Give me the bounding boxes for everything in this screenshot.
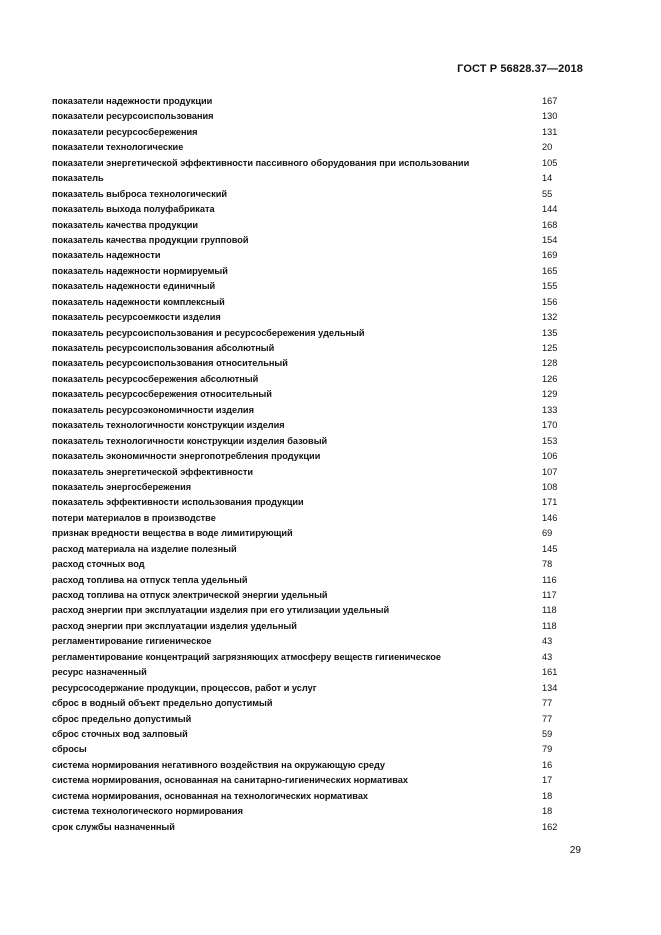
entry-term: система нормирования, основанная на технологических нормативах [52, 790, 369, 801]
entry-page-number: 16 [542, 759, 553, 770]
entry-term: показатель технологичности конструкции изделия базовый [52, 435, 328, 446]
entry-term: показатель выброса технологический [52, 188, 227, 199]
index-entry [52, 279, 592, 294]
entry-page-number: 20 [542, 142, 553, 153]
entry-term: показатель выхода полуфабриката [52, 204, 215, 215]
index-entry [52, 511, 592, 526]
entry-page-number: 117 [542, 590, 557, 600]
index-entry [52, 603, 592, 618]
index-entry [52, 526, 592, 541]
entry-term: показатели надежности продукции [52, 96, 213, 106]
index-entry [52, 341, 592, 356]
entry-term: ресурсосодержание продукции, процессов, работ и услуг [52, 682, 317, 693]
entry-term: расход сточных вод [52, 559, 145, 570]
index-entry [52, 264, 592, 279]
entry-page-number: 118 [542, 620, 557, 631]
entry-page-number: 129 [542, 389, 558, 400]
index-entry [52, 449, 592, 464]
entry-term: регламентирование концентраций загрязняющих атмосферу веществ гигиеническое [52, 651, 442, 662]
entry-page-number: 77 [542, 713, 553, 724]
entry-page-number: 17 [542, 775, 553, 786]
entry-page-number: 69 [542, 528, 553, 539]
entry-term: показатель ресурсоиспользования абсолютный [52, 343, 275, 353]
index-entry [52, 418, 592, 433]
index-entry [52, 248, 592, 263]
entry-term: срок службы назначенный [52, 821, 175, 832]
entry-term: показатель надежности нормируемый [52, 265, 228, 276]
term-index-list [52, 94, 592, 835]
entry-page-number: 78 [542, 559, 553, 570]
index-entry [52, 109, 592, 124]
entry-term: признак вредности вещества в воде лимитирующий [52, 528, 293, 539]
entry-page-number: 14 [542, 173, 553, 184]
index-entry [52, 573, 592, 588]
entry-page-number: 59 [542, 728, 553, 739]
entry-term: показатель эффективности использования продукции [52, 497, 304, 508]
index-entry [52, 758, 592, 773]
entry-page-number: 128 [542, 358, 558, 369]
page-number: 29 [569, 845, 581, 856]
entry-page-number: 130 [542, 111, 558, 122]
index-entry [52, 156, 592, 171]
entry-page-number: 18 [542, 806, 553, 817]
entry-page-number: 55 [542, 188, 553, 199]
entry-page-number: 107 [542, 466, 558, 477]
entry-term: показатель надежности единичный [52, 281, 216, 292]
entry-page-number: 18 [542, 790, 553, 801]
entry-page-number: 132 [542, 312, 558, 323]
entry-term: сброс предельно допустимый [52, 713, 192, 724]
index-entry [52, 681, 592, 696]
index-entry [52, 650, 592, 665]
entry-term: регламентирование гигиеническое [52, 636, 212, 647]
entry-term: сброс сточных вод залповый [52, 728, 188, 739]
entry-term: расход топлива на отпуск электрической энергии удельный [52, 590, 328, 600]
entry-page-number: 156 [542, 296, 558, 307]
entry-term: показатели энергетической эффективности пассивного оборудования при использовании [52, 157, 470, 168]
entry-term: показатель ресурсоиспользования относительный [52, 358, 288, 369]
entry-term: показатель ресурсоемкости изделия [52, 312, 221, 323]
entry-term: показатель энергосбережения [52, 481, 192, 492]
entry-term: расход топлива на отпуск тепла удельный [52, 574, 248, 585]
index-entry [52, 712, 592, 727]
index-entry [52, 140, 592, 155]
entry-page-number: 171 [542, 497, 558, 508]
entry-page-number: 116 [542, 574, 557, 585]
entry-term: потери материалов в производстве [52, 512, 216, 523]
entry-page-number: 169 [542, 250, 558, 261]
index-entry [52, 742, 592, 757]
index-entry [52, 619, 592, 634]
entry-page-number: 131 [542, 126, 558, 137]
entry-page-number: 170 [542, 420, 558, 431]
entry-term: показатель надежности комплексный [52, 296, 225, 307]
entry-term: показатель экономичности энергопотребления продукции [52, 451, 321, 462]
entry-term: показатель технологичности конструкции изделия [52, 420, 285, 431]
index-entry [52, 634, 592, 649]
entry-page-number: 106 [542, 451, 558, 462]
entry-term: показатель надежности [52, 250, 161, 261]
entry-term: показатель ресурсосбережения абсолютный [52, 373, 259, 384]
entry-term: сбросы [52, 744, 87, 755]
entry-page-number: 125 [542, 343, 558, 353]
index-entry [52, 171, 592, 186]
index-entry [52, 94, 592, 109]
entry-term: расход энергии при эксплуатации изделия удельный [52, 620, 297, 631]
entry-term: сброс в водный объект предельно допустимый [52, 698, 273, 709]
entry-page-number: 126 [542, 373, 558, 384]
index-entry [52, 202, 592, 217]
entry-term: система нормирования негативного воздействия на окружающую среду [52, 759, 386, 770]
entry-term: показатель ресурсосбережения относительный [52, 389, 272, 400]
index-entry [52, 218, 592, 233]
entry-term: показатель качества продукции групповой [52, 234, 249, 245]
entry-page-number: 108 [542, 481, 558, 492]
entry-page-number: 145 [542, 543, 558, 554]
entry-page-number: 161 [542, 667, 558, 678]
entry-term: показатели ресурсосбережения [52, 126, 198, 137]
index-entry [52, 434, 592, 449]
entry-term: расход материала на изделие полезный [52, 543, 237, 554]
entry-page-number: 118 [542, 605, 557, 616]
entry-page-number: 105 [542, 157, 558, 168]
standard-code-header: ГОСТ Р 56828.37—2018 [457, 63, 583, 75]
index-entry [52, 326, 592, 341]
entry-term: расход энергии при эксплуатации изделия при его утилизации удельный [52, 605, 390, 616]
index-entry [52, 665, 592, 680]
index-entry [52, 542, 592, 557]
index-entry [52, 820, 592, 835]
entry-term: показатель качества продукции [52, 219, 199, 230]
entry-term: система технологического нормирования [52, 806, 243, 817]
index-entry [52, 465, 592, 480]
index-entry [52, 727, 592, 742]
index-entry [52, 187, 592, 202]
entry-page-number: 79 [542, 744, 553, 755]
index-entry [52, 480, 592, 495]
entry-page-number: 43 [542, 651, 553, 662]
entry-page-number: 77 [542, 698, 553, 709]
index-entry [52, 356, 592, 371]
entry-page-number: 135 [542, 327, 558, 338]
entry-page-number: 144 [542, 204, 558, 215]
entry-page-number: 165 [542, 265, 558, 276]
index-entry [52, 773, 592, 788]
index-entry [52, 233, 592, 248]
entry-page-number: 154 [542, 234, 558, 245]
index-entry [52, 295, 592, 310]
entry-term: показатель [52, 173, 104, 184]
index-entry [52, 696, 592, 711]
index-entry [52, 125, 592, 140]
index-entry [52, 372, 592, 387]
entry-page-number: 162 [542, 821, 558, 832]
entry-page-number: 167 [542, 96, 558, 106]
index-entry [52, 403, 592, 418]
entry-page-number: 43 [542, 636, 553, 647]
index-entry [52, 387, 592, 402]
entry-page-number: 146 [542, 512, 558, 523]
index-entry [52, 789, 592, 804]
entry-page-number: 133 [542, 404, 558, 415]
entry-term: показатель энергетической эффективности [52, 466, 254, 477]
index-entry [52, 495, 592, 510]
index-entry [52, 557, 592, 572]
entry-term: показатели технологические [52, 142, 184, 153]
entry-term: система нормирования, основанная на санитарно-гигиенических нормативах [52, 775, 408, 786]
entry-page-number: 168 [542, 219, 558, 230]
entry-term: ресурс назначенный [52, 667, 147, 678]
entry-term: показатель ресурсоиспользования и ресурсосбережения удельный [52, 327, 365, 338]
entry-term: показатель ресурсоэкономичности изделия [52, 404, 254, 415]
entry-page-number: 134 [542, 682, 558, 693]
index-entry [52, 804, 592, 819]
entry-page-number: 155 [542, 281, 558, 292]
entry-page-number: 153 [542, 435, 558, 446]
index-entry [52, 588, 592, 603]
index-entry [52, 310, 592, 325]
entry-term: показатели ресурсоиспользования [52, 111, 214, 122]
